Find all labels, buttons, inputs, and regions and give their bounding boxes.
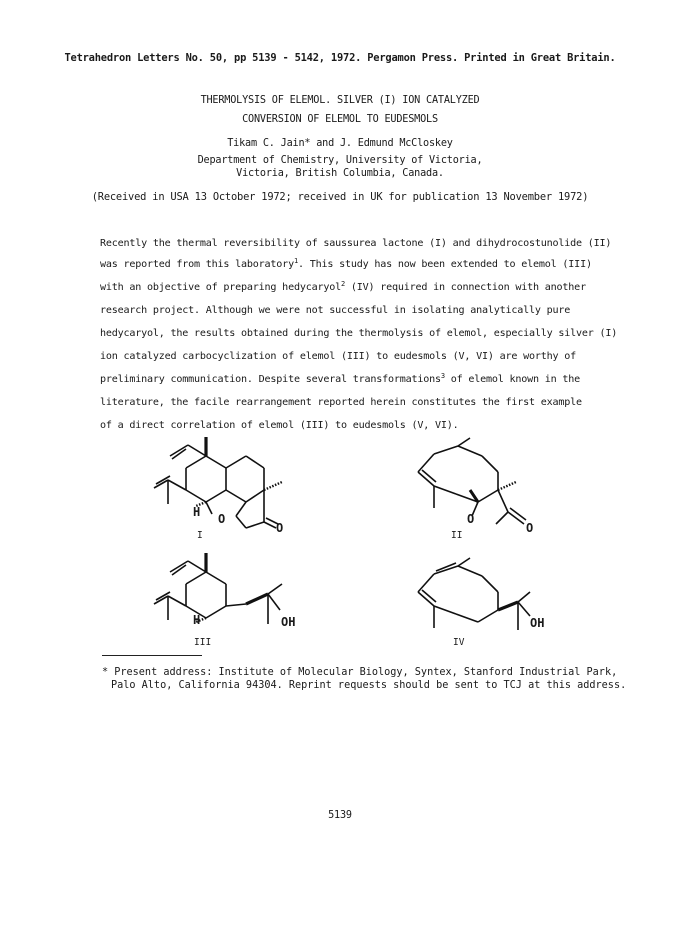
structure-iii-label: III bbox=[194, 637, 212, 648]
structure-iii-h: H bbox=[193, 613, 201, 627]
body-line-7-text-a: preliminary communication. Despite several transformations bbox=[100, 374, 441, 385]
body-line-8: literature, the facile rearrangement reported herein constitutes the first example bbox=[100, 397, 582, 408]
title-line-2: CONVERSION OF ELEMOL TO EUDESMOLS bbox=[242, 114, 438, 125]
structure-iv-label: IV bbox=[453, 637, 465, 648]
structure-ii-carbonyl-o: O bbox=[526, 521, 534, 535]
affiliation-line-1: Department of Chemistry, University of Victoria, bbox=[197, 155, 483, 166]
body-line-1: Recently the thermal reversibility of saussurea lactone (I) and dihydrocostunolide (II) bbox=[100, 238, 612, 249]
affiliation-line-2: Victoria, British Columbia, Canada. bbox=[236, 168, 444, 179]
structure-i-h: H bbox=[193, 505, 201, 519]
structure-i-diagram bbox=[150, 432, 320, 542]
body-line-2-text-b: . This study has now been extended to elemol (III) bbox=[297, 259, 592, 270]
structure-iii-oh: OH bbox=[281, 615, 296, 629]
body-line-3-text-a: with an objective of preparing hedycaryol bbox=[100, 282, 341, 293]
title-line-1: THERMOLYSIS OF ELEMOL. SILVER (I) ION CATALYZED bbox=[200, 95, 480, 106]
reference-1: 1 bbox=[293, 257, 298, 265]
body-line-2-text-a: was reported from this laboratory bbox=[100, 259, 294, 270]
structure-i-ring-o: O bbox=[218, 512, 226, 526]
footnote-rule bbox=[102, 655, 202, 656]
body-line-7-text-b: of elemol known in the bbox=[444, 374, 581, 385]
body-line-3-text-b: (IV) required in connection with another bbox=[344, 282, 586, 293]
body-line-2 bbox=[100, 259, 592, 270]
body-line-5: hedycaryol, the results obtained during the thermolysis of elemol, especially silver (I) bbox=[100, 328, 618, 339]
received-dates: (Received in USA 13 October 1972; received in UK for publication 13 November 1972) bbox=[91, 191, 589, 203]
body-line-9: of a direct correlation of elemol (III) to eudesmols (V, VI). bbox=[100, 420, 459, 431]
authors: Tikam C. Jain* and J. Edmund McCloskey bbox=[227, 138, 453, 149]
structure-ii-diagram bbox=[400, 432, 570, 542]
body-line-7 bbox=[100, 374, 580, 385]
structure-ii-label: II bbox=[451, 530, 463, 541]
footnote-line-1: * Present address: Institute of Molecular Biology, Syntex, Stanford Industrial Park, bbox=[102, 667, 618, 678]
body-line-3 bbox=[100, 282, 586, 293]
structure-iv-oh: OH bbox=[530, 616, 545, 630]
page-number: 5139 bbox=[328, 810, 352, 821]
footnote-line-2: Palo Alto, California 94304. Reprint requests should be sent to TCJ at this address. bbox=[111, 680, 627, 691]
structure-ii-ring-o: O bbox=[467, 512, 475, 526]
reference-3: 3 bbox=[440, 372, 445, 380]
structure-iv-diagram bbox=[400, 552, 570, 642]
structure-i-label: I bbox=[197, 530, 203, 541]
body-line-6: ion catalyzed carbocyclization of elemol (III) to eudesmols (V, VI) are worthy of bbox=[100, 351, 577, 362]
reference-2: 2 bbox=[340, 280, 345, 288]
structure-i-carbonyl-o: O bbox=[276, 521, 284, 535]
journal-header: Tetrahedron Letters No. 50, pp 5139 - 5142, 1972. Pergamon Press. Printed in Great Britain. bbox=[64, 52, 616, 64]
body-line-4: research project. Although we were not successful in isolating analytically pure bbox=[100, 305, 571, 316]
